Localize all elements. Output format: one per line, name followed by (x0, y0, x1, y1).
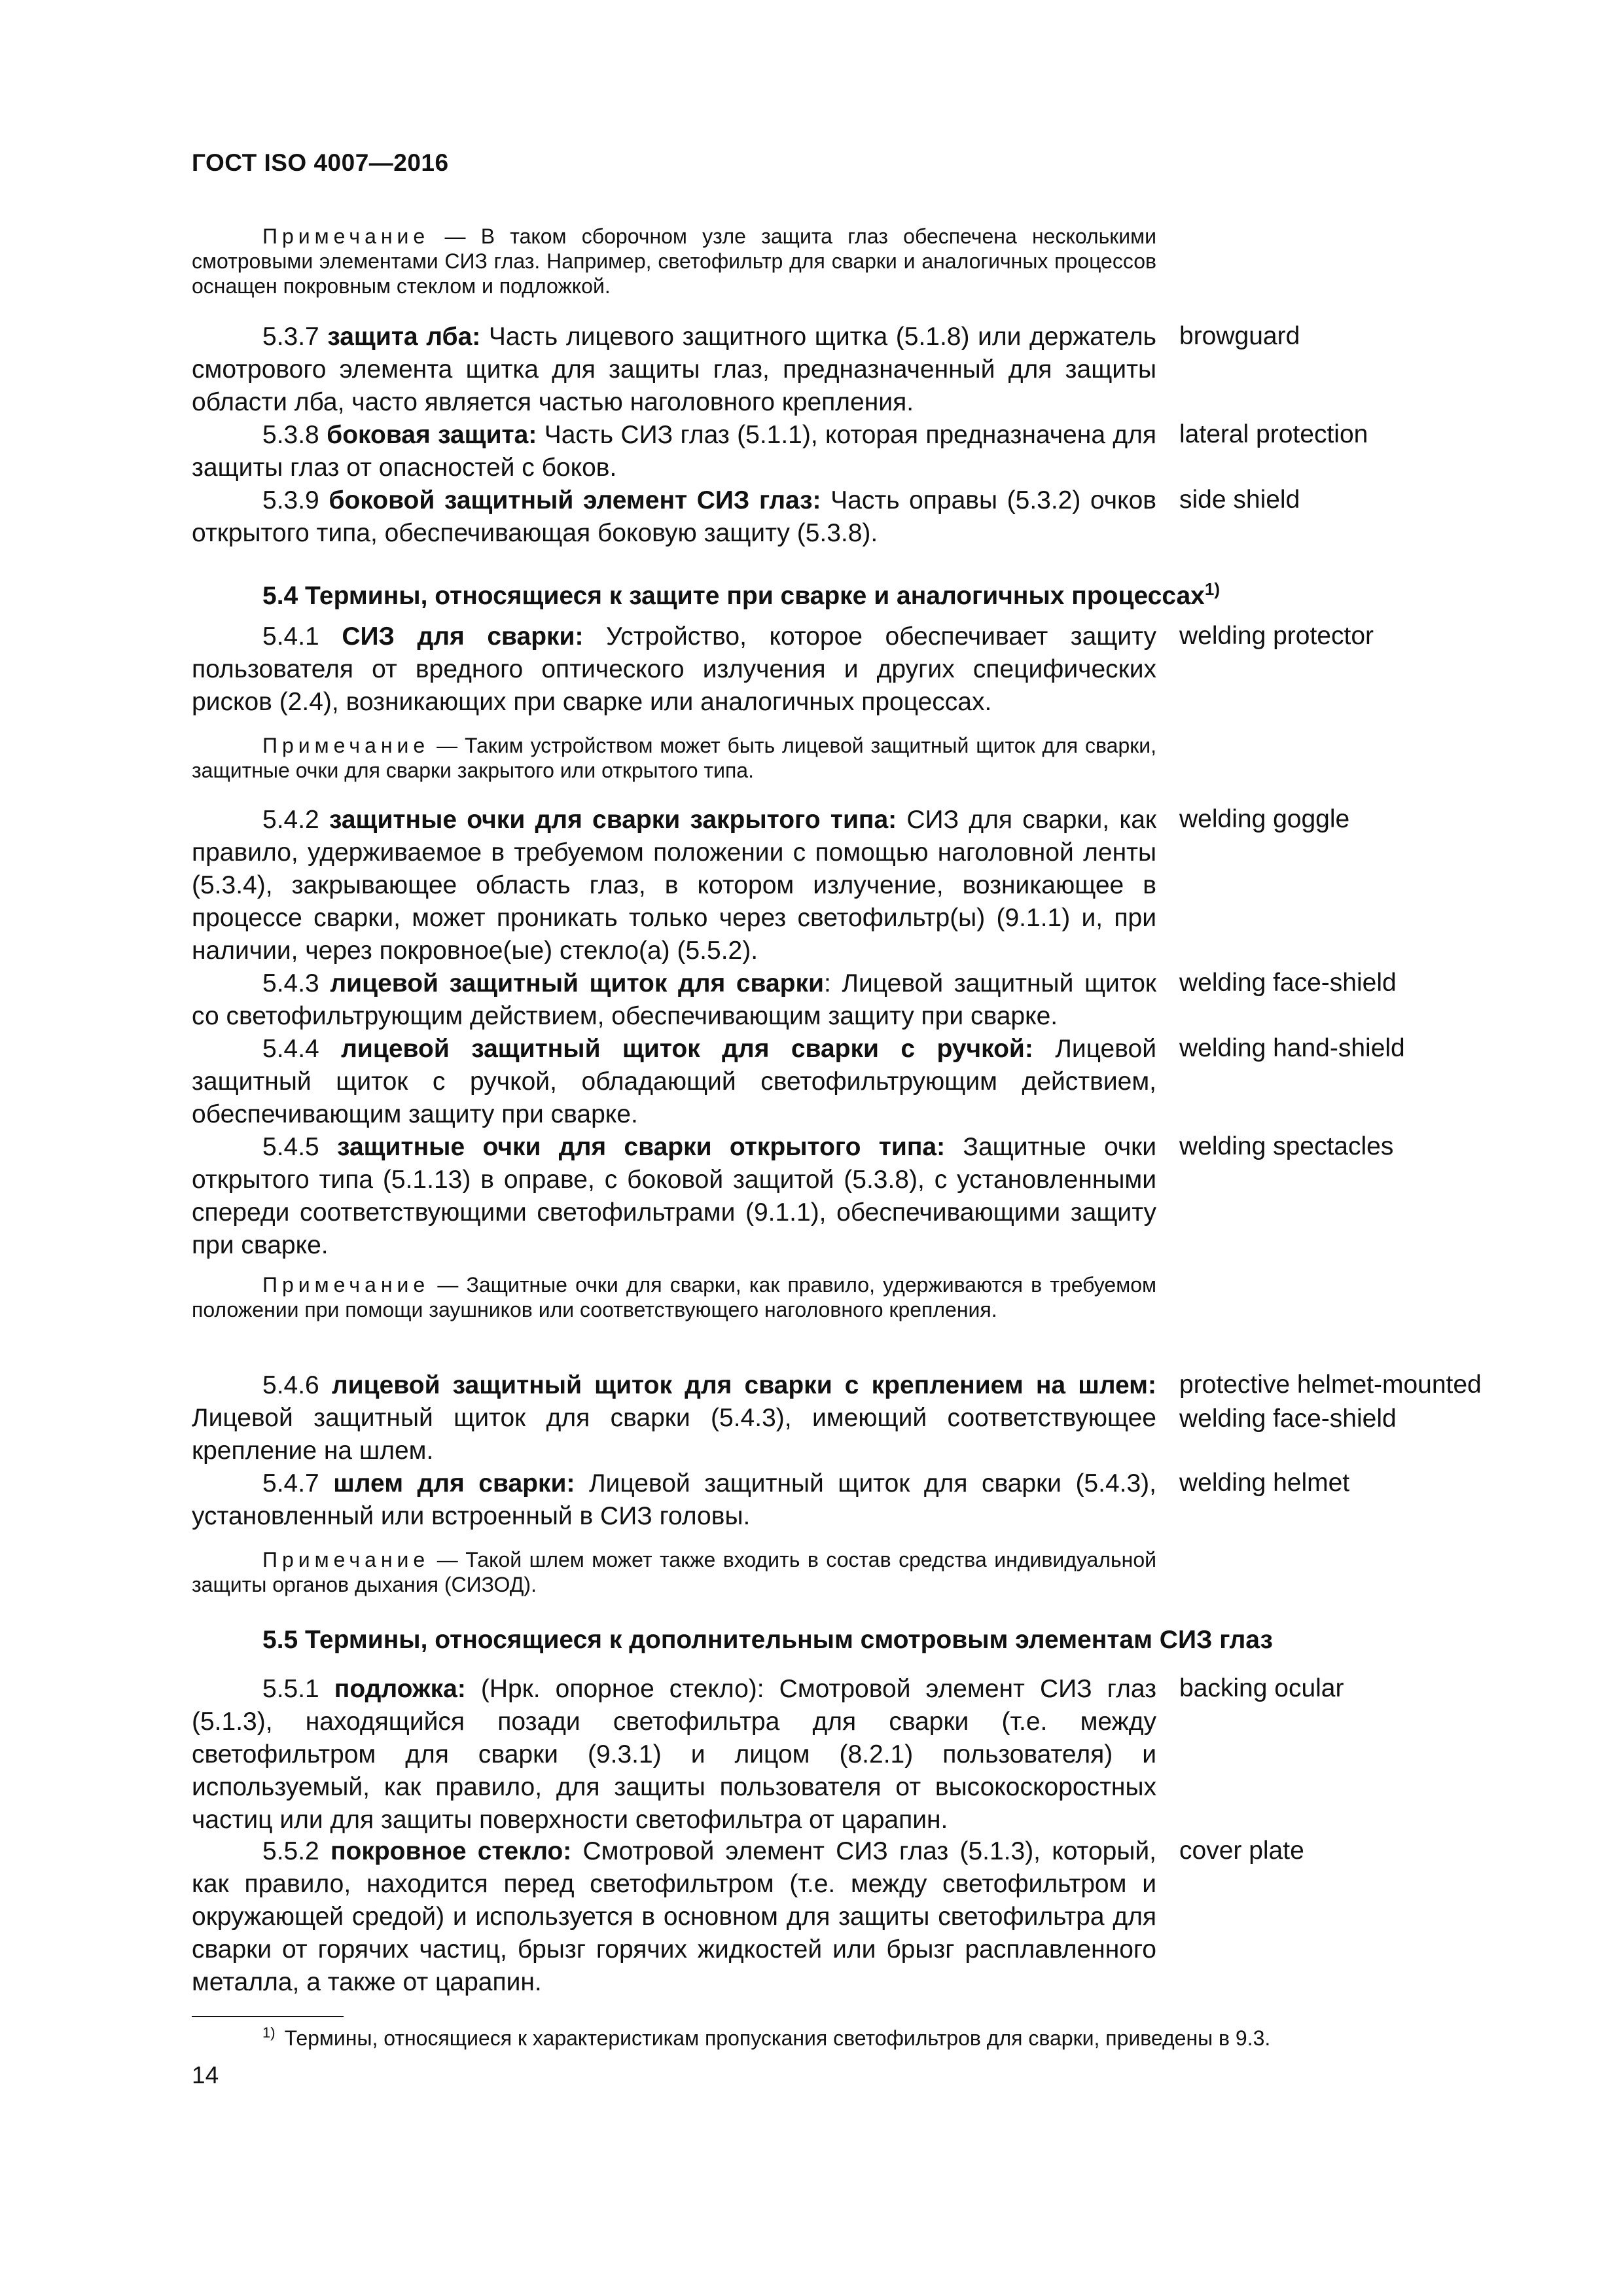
entry-english-term: protective helmet-mounted welding face-shield (1179, 1371, 1482, 1433)
entry-term: покровное стекло: (330, 1837, 572, 1865)
entry-definition: Лицевой защитный щиток с ручкой, обладающий светофильтрующим действием, обеспечивающим защиту при сварке. (192, 1035, 1156, 1128)
entry-number: 5.3.7 (262, 323, 319, 351)
entry-english-term: side shield (1179, 486, 1300, 514)
entry-definition: Устройство, которое обеспечивает защиту пользователя от вредного оптического излучения и других специфических рисков (2.4), возникающих при сварке или аналогичных процессах. (192, 622, 1156, 716)
entry-definition: Часть оправы (5.3.2) очков открытого типа, обеспечивающая боковую защиту (5.3.8). (192, 486, 1157, 547)
entry-5-3-9 (192, 484, 1156, 550)
entry-english-term: browguard (1179, 322, 1300, 350)
entry-definition: СИЗ для сварки, как правило, удерживаемое в требуемом положении с помощью наголовной ленты (5.3.4), закрывающее область глаз, в котором излучение, возникающее в процессе сварки, может проникать только через светофильтр(ы) (9.1.1) и, при наличии, через покровное(ые) стекло(а) (5.5.2). (192, 806, 1156, 965)
entry-english-term: welding hand-shield (1179, 1034, 1405, 1062)
entry-term: СИЗ для сварки: (342, 622, 584, 651)
entry-number: 5.4.5 (262, 1133, 319, 1161)
note-text: — Такой шлем может также входить в состав средства индивидуальной защиты органов дыхания (СИЗОД). (192, 1548, 1156, 1596)
entry-term: защита лба: (327, 323, 481, 351)
entry-number: 5.3.8 (262, 421, 319, 449)
entry-definition: Часть лицевого защитного щитка (5.1.8) или держатель смотрового элемента щитка для защиты глаз, предназначенный для защиты области лба, часто является частью наголовного крепления. (192, 323, 1156, 416)
entry-term: защитные очки для сварки открытого типа: (337, 1133, 946, 1161)
entry-term: шлем для сварки: (333, 1469, 575, 1498)
entry-english-term: lateral protection (1179, 420, 1368, 448)
entry-number: 5.5.2 (262, 1837, 319, 1865)
entry-number: 5.4.6 (262, 1371, 319, 1399)
entry-english-term: cover plate (1179, 1837, 1304, 1865)
footnote-mark: 1) (1204, 579, 1221, 599)
entry-number: 5.4.4 (262, 1035, 319, 1063)
entry-5-4-3 (192, 967, 1156, 1033)
entry-english-term: welding protector (1179, 622, 1374, 650)
note-lead: Примечание (262, 734, 430, 757)
footnote-text: Термины, относящиеся к характеристикам пропускания светофильтров для сварки, приведены в 9.3. (284, 2026, 1271, 2050)
entry-term: подложка: (334, 1675, 466, 1703)
entry-definition: : Лицевой защитный щиток со светофильтрующим действием, обеспечивающим защиту при сварке. (192, 969, 1156, 1030)
entry-5-4-4 (192, 1033, 1156, 1131)
note-5-4-5 (192, 1272, 1156, 1322)
entry-5-4-6 (192, 1369, 1156, 1467)
entry-number: 5.4.1 (262, 622, 319, 651)
entry-5-3-7 (192, 321, 1156, 419)
entry-5-5-1 (192, 1673, 1156, 1837)
entry-5-3-8 (192, 419, 1156, 484)
entry-definition: (Нрк. опорное стекло): Смотровой элемент СИЗ глаз (5.1.3), находящийся позади светофильтра для сварки (т.е. между светофильтром для сварки (9.3.1) и лицом (8.2.1) пользователя) и используемый, как правило, для защиты пользователя от высокоскоростных частиц или для защиты поверхности светофильтра от царапин. (192, 1675, 1156, 1834)
entry-5-4-1 (192, 620, 1156, 719)
entry-definition: Лицевой защитный щиток для сварки (5.4.3), установленный или встроенный в СИЗ головы. (192, 1469, 1156, 1530)
note-text: — Таким устройством может быть лицевой защитный щиток для сварки, защитные очки для сварки закрытого или открытого типа. (192, 734, 1156, 782)
note-lead: Примечание (262, 1548, 430, 1571)
note-lead: Примечание (262, 1273, 430, 1297)
note-5-4-1 (192, 733, 1156, 783)
footnote-divider (192, 2016, 344, 2017)
entry-number: 5.3.9 (262, 486, 319, 514)
entry-number: 5.4.7 (262, 1469, 319, 1498)
entry-definition: Защитные очки открытого типа (5.1.13) в оправе, с боковой защитой (5.3.8), с установленными спереди соответствующими светофильтрами (9.1.1), обеспечивающими защиту при сварке. (192, 1133, 1156, 1259)
entry-definition: Часть СИЗ глаз (5.1.1), которая предназначена для защиты глаз от опасностей с боков. (192, 421, 1157, 482)
entry-term: боковая защита: (327, 421, 537, 449)
entry-definition: Смотровой элемент СИЗ глаз (5.1.3), который, как правило, находится перед светофильтром (т.е. между светофильтром и окружающей средой) и используется в основном для защиты светофильтра для сварки от горячих частиц, брызг горячих жидкостей или брызг расплавленного металла, а также от царапин. (192, 1837, 1156, 1996)
page-number: 14 (192, 2062, 219, 2089)
entry-5-4-7 (192, 1467, 1156, 1533)
entry-term: боковой защитный элемент СИЗ глаз: (329, 486, 821, 514)
note-top (192, 224, 1156, 298)
note-text: — Защитные очки для сварки, как правило, удерживаются в требуемом положении при помощи заушников или соответствующего наголовного крепления. (192, 1273, 1156, 1321)
entry-number: 5.5.1 (262, 1675, 319, 1703)
note-5-4-7 (192, 1547, 1156, 1597)
entry-number: 5.4.3 (262, 969, 319, 997)
entry-term: защитные очки для сварки закрытого типа: (329, 806, 897, 834)
entry-5-4-5 (192, 1131, 1156, 1262)
section-heading-5-4: 5.4 Термины, относящиеся к защите при сварке и аналогичных процессах$^{1)}$ (262, 579, 1221, 610)
entry-term: лицевой защитный щиток для сварки (330, 969, 824, 997)
entry-english-term: welding spectacles (1179, 1132, 1394, 1160)
entry-5-5-2 (192, 1835, 1156, 1999)
entry-term: лицевой защитный щиток для сварки с креплением на шлем: (331, 1371, 1156, 1399)
entry-term: лицевой защитный щиток для сварки с ручкой: (341, 1035, 1033, 1063)
footnote (262, 2020, 1270, 2051)
note-text: — В таком сборочном узле защита глаз обеспечена несколькими смотровыми элементами СИЗ глаз. Например, светофильтр для сварки и аналогичных процессов оснащен покровным стеклом и подложкой. (192, 224, 1156, 298)
footnote-mark: 1) (262, 2024, 276, 2041)
entry-number: 5.4.2 (262, 806, 319, 834)
entry-definition: Лицевой защитный щиток для сварки (5.4.3), имеющий соответствующее крепление на шлем. (192, 1404, 1156, 1465)
note-lead: Примечание (262, 224, 430, 248)
document-header: ГОСТ ISO 4007—2016 (192, 149, 449, 176)
entry-5-4-2 (192, 804, 1156, 967)
entry-english-term: welding helmet (1179, 1469, 1350, 1497)
entry-english-term: welding goggle (1179, 805, 1350, 833)
entry-english-term: backing ocular (1179, 1674, 1344, 1702)
entry-english-term: welding face-shield (1179, 969, 1397, 997)
section-heading-5-5: 5.5 Термины, относящиеся к дополнительным смотровым элементам СИЗ глаз (262, 1626, 1273, 1654)
